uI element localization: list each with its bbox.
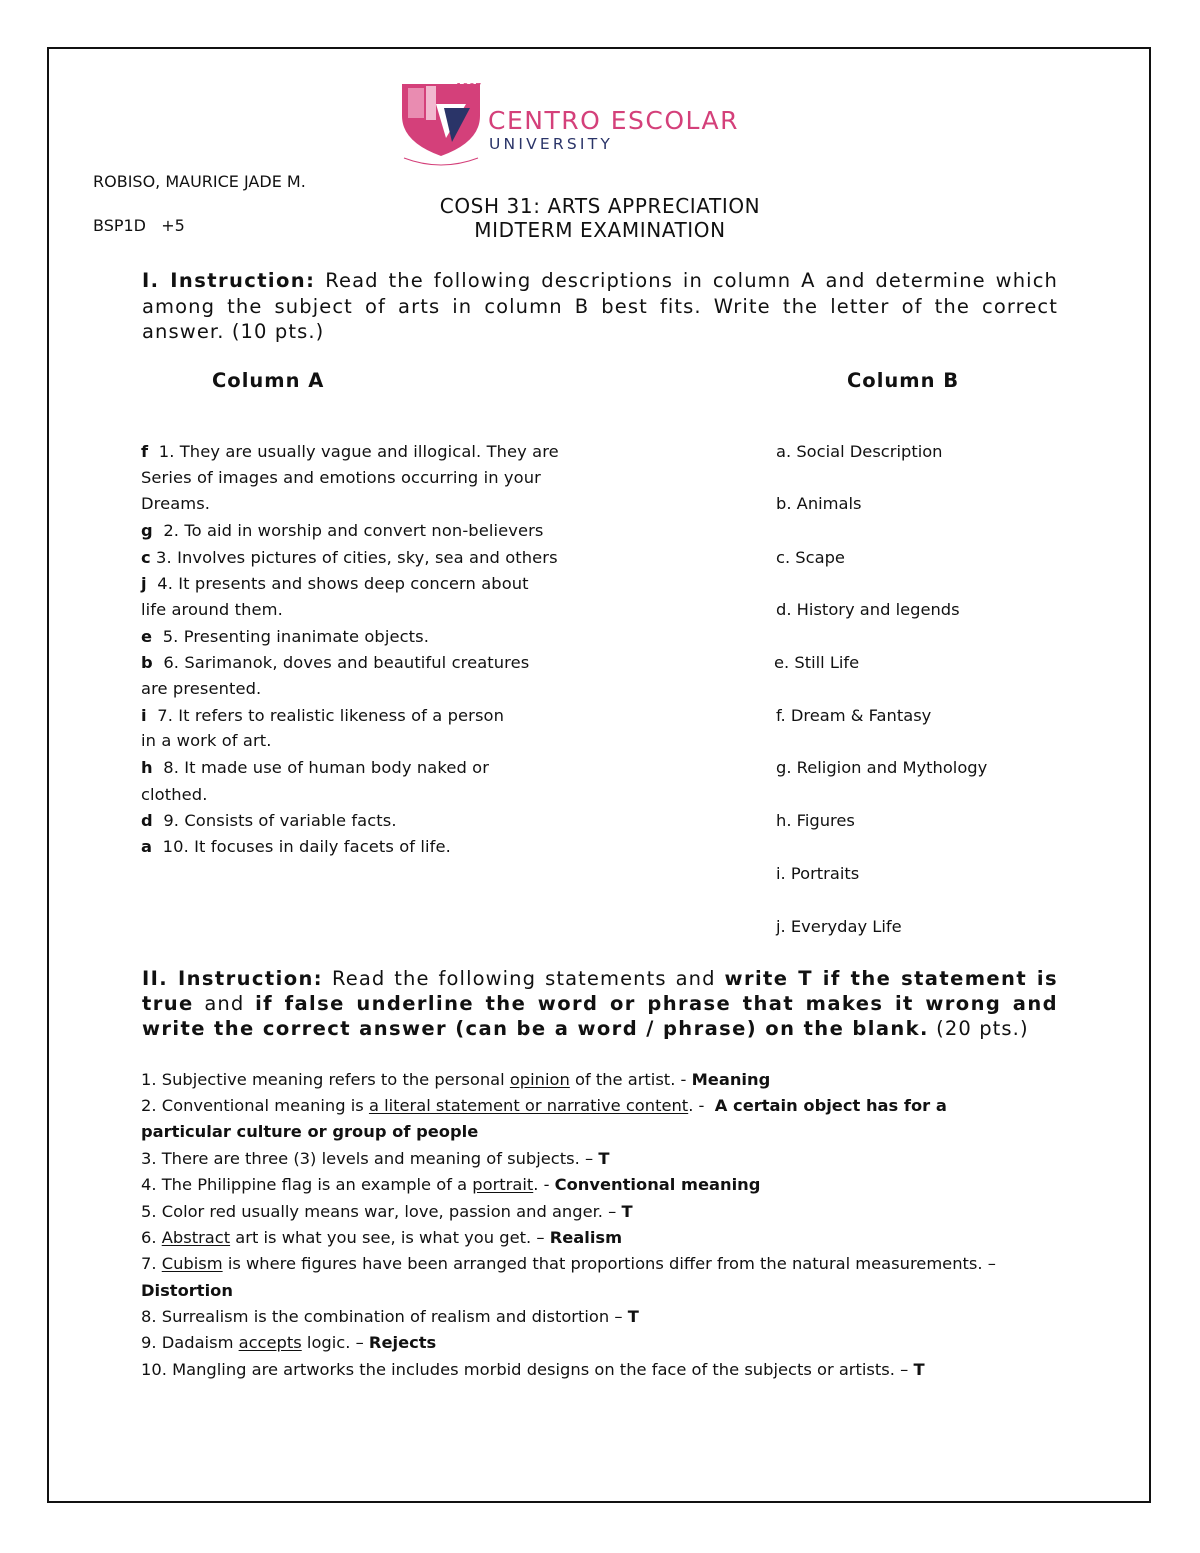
- statement-text: logic. –: [306, 1333, 364, 1352]
- column-a-heading: Column A: [212, 369, 325, 392]
- statement-text: There are three: [161, 1149, 289, 1168]
- part2-points: (20 pts.): [936, 1017, 1029, 1040]
- item-answer: i: [141, 706, 147, 725]
- statement-text: Color red usually means war, love, passion and anger. –: [161, 1202, 617, 1221]
- item-answer: a: [141, 837, 153, 856]
- part1-text: Read the following descriptions in column A and determine which among the subject of arts in column B best fits. Write the letter of the correct answer. (10 pts.): [142, 269, 1058, 343]
- statement-answer: T: [913, 1360, 925, 1379]
- item-text: They are usually vague and illogical. They are: [179, 442, 559, 461]
- statement-answer: Rejects: [368, 1333, 437, 1352]
- item-text: It made use of human body naked or: [184, 758, 490, 777]
- column-a-item: [141, 837, 451, 856]
- statement-text: Dadaism: [161, 1333, 234, 1352]
- statement-text: The Philippine flag is an example of a: [161, 1175, 468, 1194]
- statement-text: of the artist. -: [574, 1070, 687, 1089]
- item-text: Consists of variable facts.: [184, 811, 397, 830]
- statement-answer: T: [621, 1202, 633, 1221]
- logo-wordmark-line1: CENTRO ESCOLAR: [488, 106, 739, 135]
- column-a-item: [141, 574, 529, 593]
- statement-number: 8.: [141, 1307, 157, 1326]
- part2-text-bold: write T if the statement is true: [142, 967, 1058, 1015]
- student-name: ROBISO, MAURICE JADE M.: [93, 172, 306, 191]
- column-b-choice: h. Figures: [776, 811, 855, 830]
- statement-number: 3.: [141, 1149, 157, 1168]
- item-number: 4.: [157, 574, 173, 593]
- item-text: Sarimanok, doves and beautiful creatures: [184, 653, 530, 672]
- part2-instruction: [142, 966, 1058, 1041]
- statement-text: art is what you see, is what you get. –: [235, 1228, 545, 1247]
- column-a-item: [141, 442, 559, 461]
- statement-number: 4.: [141, 1175, 157, 1194]
- item-answer: j: [141, 574, 147, 593]
- part2-label: II. Instruction:: [142, 967, 323, 990]
- statement-answer: particular culture or group of people: [141, 1122, 479, 1141]
- statement-answer: Realism: [549, 1228, 623, 1247]
- statement-number: 10.: [141, 1360, 167, 1379]
- item-number: 7.: [157, 706, 173, 725]
- statement-6: [141, 1228, 622, 1247]
- statement-7: [141, 1254, 996, 1273]
- column-a-item: [141, 811, 397, 830]
- column-b-choice: j. Everyday Life: [776, 917, 902, 936]
- item-number: 10.: [162, 837, 189, 856]
- statement-2-answer-continued: [141, 1122, 478, 1141]
- column-a-item: [141, 758, 489, 777]
- item-text-continued: in a work of art.: [141, 731, 272, 750]
- statement-answer: T: [627, 1307, 639, 1326]
- section-line: [93, 216, 185, 235]
- column-b-choice: c. Scape: [776, 548, 845, 567]
- item-text-continued: clothed.: [141, 785, 208, 804]
- statement-10: [141, 1360, 925, 1379]
- item-text: To aid in worship and convert non-believers: [184, 521, 544, 540]
- statement-number: 9.: [141, 1333, 157, 1352]
- statement-9: [141, 1333, 436, 1352]
- part2-text: Read the following statements and: [331, 967, 716, 990]
- statement-4: [141, 1175, 760, 1194]
- logo-year: 1907: [456, 82, 482, 93]
- item-number: 8.: [163, 758, 179, 777]
- item-answer: d: [141, 811, 153, 830]
- column-a-item: [141, 653, 529, 672]
- underlined-word: accepts: [238, 1333, 302, 1352]
- statement-text: Conventional meaning is: [161, 1096, 364, 1115]
- section: BSP1D: [93, 216, 146, 235]
- statement-8: [141, 1307, 639, 1326]
- column-b-choice: e. Still Life: [774, 653, 860, 672]
- university-logo: [400, 80, 760, 176]
- part2-text: and: [204, 992, 245, 1015]
- item-answer: c: [141, 548, 151, 567]
- underlined-word: Cubism: [161, 1254, 223, 1273]
- item-text-continued: are presented.: [141, 679, 262, 698]
- statement-5: [141, 1202, 633, 1221]
- item-text: It refers to realistic likeness of a person: [178, 706, 505, 725]
- statement-text: levels and meaning of subjects. –: [321, 1149, 594, 1168]
- statement-answer: Conventional meaning: [554, 1175, 761, 1194]
- statement-text: (3): [293, 1149, 317, 1168]
- statement-answer: Meaning: [691, 1070, 771, 1089]
- column-a-item: [141, 521, 543, 540]
- part1-label: I. Instruction:: [142, 269, 316, 292]
- column-a-item: [141, 548, 558, 567]
- column-b-choice: a. Social Description: [776, 442, 943, 461]
- statement-number: 6.: [141, 1228, 157, 1247]
- statement-7-answer: [141, 1281, 233, 1300]
- statement-text: . -: [533, 1175, 550, 1194]
- statement-3: [141, 1149, 609, 1168]
- item-number: 5.: [162, 627, 179, 646]
- statement-number: 7.: [141, 1254, 157, 1273]
- item-number: 9.: [163, 811, 180, 830]
- item-answer: g: [141, 521, 153, 540]
- part1-instruction: [142, 268, 1058, 345]
- item-answer: f: [141, 442, 149, 461]
- item-text: Involves pictures of cities, sky, sea and others: [177, 548, 558, 567]
- statement-1: [141, 1070, 770, 1089]
- part2-text-bold: if false underline the word or phrase that makes it wrong and write the correct answer (can be a word / phrase) on the blank.: [142, 992, 1058, 1040]
- column-a-item: [141, 706, 504, 725]
- item-number: 1.: [158, 442, 175, 461]
- item-number: 3.: [156, 548, 172, 567]
- statement-2: [141, 1096, 947, 1115]
- item-text: It presents and shows deep concern about: [178, 574, 529, 593]
- column-b-choice: g. Religion and Mythology: [776, 758, 988, 777]
- item-answer: h: [141, 758, 153, 777]
- statement-number: 2.: [141, 1096, 157, 1115]
- statement-answer: Distortion: [141, 1281, 233, 1300]
- underlined-word: opinion: [509, 1070, 570, 1089]
- item-text-continued: life around them.: [141, 600, 283, 619]
- statement-text: . -: [688, 1096, 705, 1115]
- item-text-continued: Series of images and emotions occurring in your: [141, 468, 541, 487]
- statement-answer: T: [598, 1149, 610, 1168]
- statement-text: Mangling are artworks the includes morbid designs on the face of the subjects or artists. –: [172, 1360, 909, 1379]
- underlined-word: portrait: [472, 1175, 534, 1194]
- statement-text: Subjective meaning refers to the personal: [161, 1070, 505, 1089]
- item-number: 6.: [163, 653, 180, 672]
- score: +5: [161, 216, 185, 235]
- column-a-item: [141, 627, 429, 646]
- statement-text: Surrealism is the combination of realism and distortion –: [161, 1307, 623, 1326]
- underlined-phrase: a literal statement or narrative content: [368, 1096, 689, 1115]
- column-b-choice: b. Animals: [776, 494, 862, 513]
- column-b-choice: f. Dream & Fantasy: [776, 706, 932, 725]
- logo-wordmark-line2: UNIVERSITY: [489, 135, 614, 153]
- statement-number: 1.: [141, 1070, 157, 1089]
- item-number: 2.: [163, 521, 180, 540]
- course-title: COSH 31: ARTS APPRECIATION: [439, 194, 761, 218]
- statement-text: is where figures have been arranged that proportions differ from the natural measurements. –: [227, 1254, 996, 1273]
- exam-title: MIDTERM EXAMINATION: [474, 218, 726, 242]
- item-answer: e: [141, 627, 153, 646]
- statement-number: 5.: [141, 1202, 157, 1221]
- item-text-continued: Dreams.: [141, 494, 211, 513]
- item-text: Presenting inanimate objects.: [183, 627, 429, 646]
- item-answer: b: [141, 653, 153, 672]
- underlined-word: Abstract: [161, 1228, 231, 1247]
- column-b-choice: d. History and legends: [776, 600, 960, 619]
- item-text: It focuses in daily facets of life.: [194, 837, 451, 856]
- statement-answer: A certain object has for a: [714, 1096, 947, 1115]
- column-b-choice: i. Portraits: [776, 864, 860, 883]
- column-b-heading: Column B: [847, 369, 960, 392]
